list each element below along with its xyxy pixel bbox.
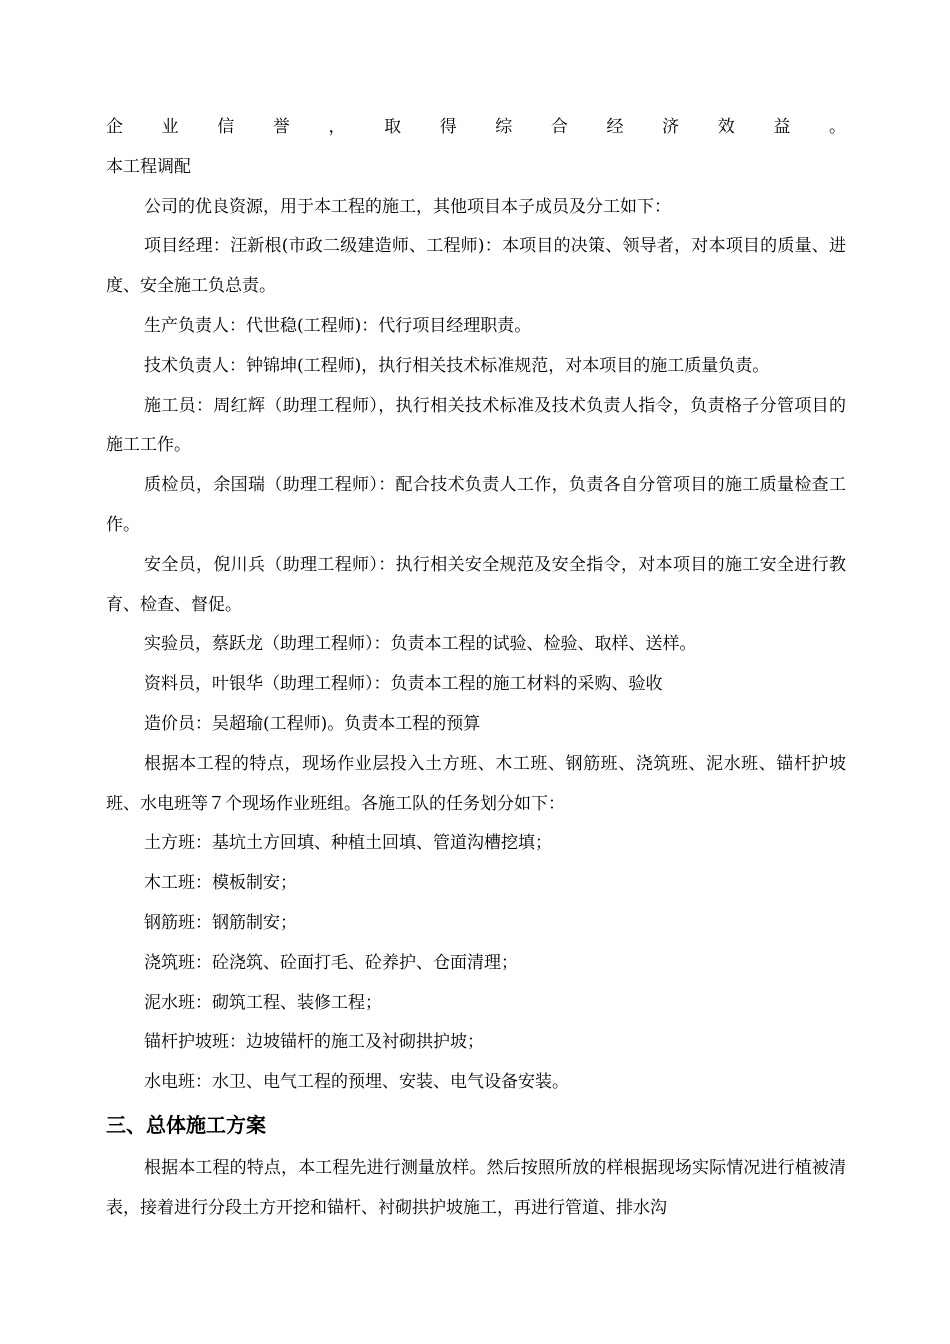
- paragraph-fragment-continuation: 本工程调配: [106, 156, 191, 177]
- team-item: 木工班：模板制安；: [144, 873, 297, 894]
- staff-item: 质检员，余国瑞（助理工程师）：配合技术负责人工作，负责各自分管项目的施工质量检查工作。: [106, 475, 846, 535]
- section-heading: 三、总体施工方案: [106, 1112, 266, 1137]
- staff-intro-paragraph: 公司的优良资源，用于本工程的施工，其他项目本子成员及分工如下：: [144, 196, 671, 217]
- staff-item: 技术负责人：钟锦坤(工程师)，执行相关技术标准规范，对本项目的施工质量负责。: [144, 355, 770, 376]
- staff-item: 生产负责人：代世稳(工程师)：代行项目经理职责。: [144, 315, 532, 336]
- paragraph-fragment-line: 企业信誉，取得综合经济效益。: [106, 117, 846, 137]
- section-body-paragraph: 根据本工程的特点，本工程先进行测量放样。然后按照所放的样根据现场实际情况进行植被清表，接着进行分段土方开挖和锚杆、衬砌拱护坡施工，再进行管道、排水沟: [106, 1157, 846, 1218]
- teams-intro-paragraph: 根据本工程的特点，现场作业层投入土方班、木工班、钢筋班、浇筑班、泥水班、锚杆护坡班、水电班等７个现场作业班组。各施工队的任务划分如下：: [106, 753, 846, 814]
- staff-item: 项目经理：汪新根(市政二级建造师、工程师)：本项目的决策、领导者，对本项目的质量、进度、安全施工负总责。: [106, 236, 846, 297]
- team-item: 泥水班：砌筑工程、装修工程；: [144, 992, 382, 1013]
- staff-item: 资料员，叶银华（助理工程师）：负责本工程的施工材料的采购、验收: [144, 674, 663, 695]
- staff-item: 实验员，蔡跃龙（助理工程师）：负责本工程的试验、检验、取样、送样。: [144, 634, 697, 655]
- staff-item: 造价员：吴超瑜(工程师)。负责本工程的预算: [144, 713, 481, 734]
- team-item: 钢筋班：钢筋制安；: [144, 912, 297, 933]
- staff-item: 安全员，倪川兵（助理工程师）：执行相关安全规范及安全指令，对本项目的施工安全进行教育、检查、督促。: [106, 554, 846, 615]
- team-item: 土方班：基坑土方回填、种植土回填、管道沟槽挖填；: [144, 833, 552, 854]
- team-item: 锚杆护坡班：边坡锚杆的施工及衬砌拱护坡；: [144, 1032, 484, 1053]
- team-item: 水电班：水卫、电气工程的预埋、安装、电气设备安装。: [144, 1072, 569, 1093]
- team-item: 浇筑班：砼浇筑、砼面打毛、砼养护、仓面清理；: [144, 952, 518, 973]
- document-page: [106, 108, 846, 1229]
- staff-item: 施工员：周红辉（助理工程师），执行相关技术标准及技术负责人指令，负责格子分管项目的施工工作。: [106, 395, 846, 456]
